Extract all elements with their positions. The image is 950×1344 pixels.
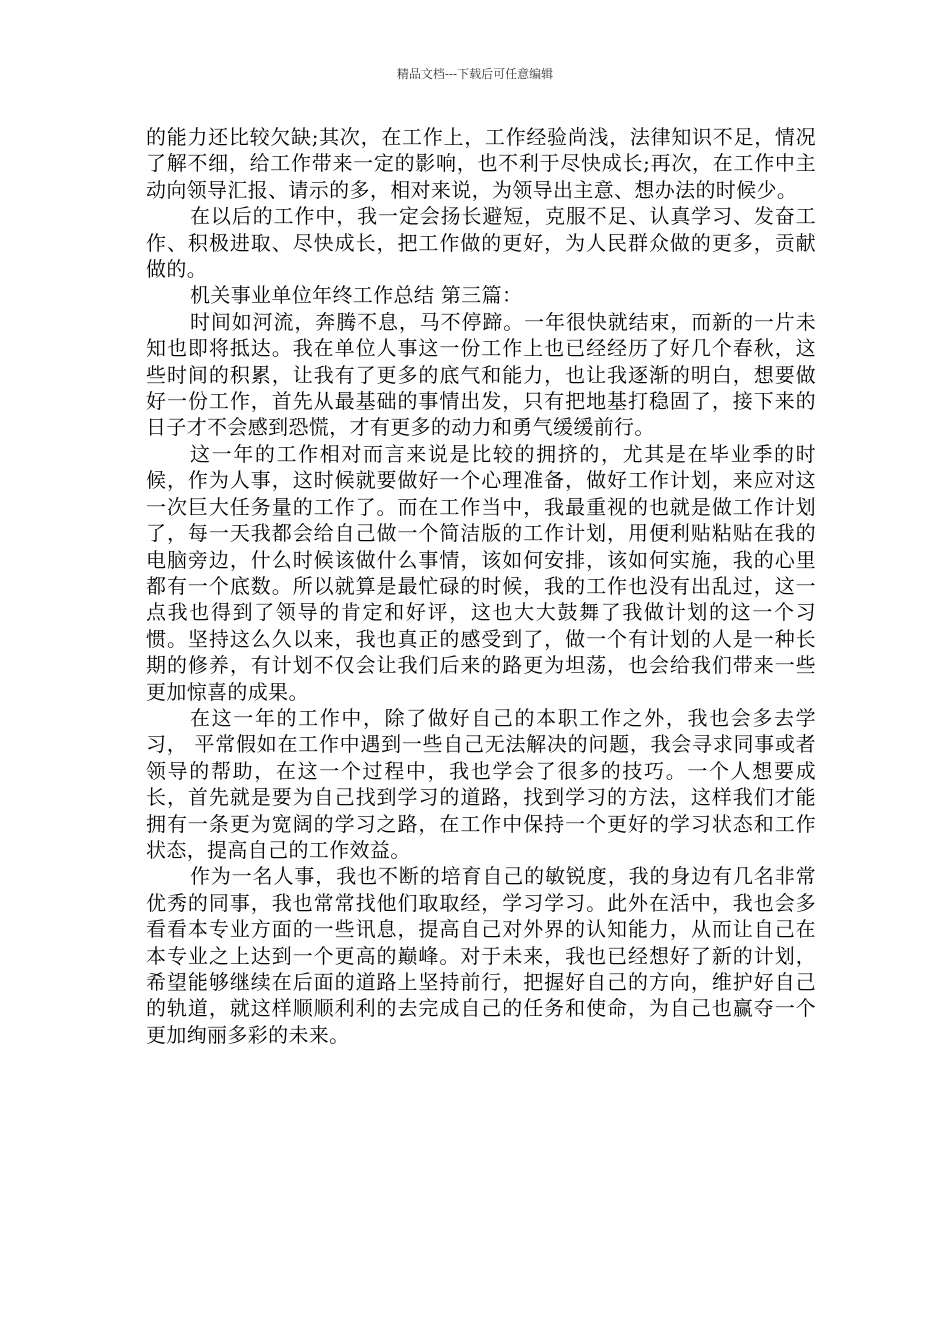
paragraph: 的能力还比较欠缺;其次，在工作上，工作经验尚浅，法律知识不足，情况了解不细，给工作带来一定的影响，也不利于尽快成长;再次，在工作中主动向领导汇报、请示的多，相对来说，为领导出主意、想办法的时候少。	[146, 125, 816, 202]
section-heading: 机关事业单位年终工作总结 第三篇：	[190, 283, 523, 308]
document-body	[146, 124, 816, 1048]
paragraph: 在这一年的工作中，除了做好自己的本职工作之外，我也会多去学习， 平常假如在工作中遇到一些自己无法解决的问题，我会寻求同事或者领导的帮助，在这一个过程中，我也学会了很多的技巧。一个人想要成长，首先就是要为自己找到学习的道路，找到学习的方法，这样我们才能拥有一条更为宽阔的学习之路，在工作中保持一个更好的学习状态和工作状态，提高自己的工作效益。	[146, 705, 816, 862]
page-header: 精品文档---下载后可任意编辑	[396, 67, 554, 81]
paragraph: 这一年的工作相对而言来说是比较的拥挤的，尤其是在毕业季的时候，作为人事，这时候就要做好一个心理准备，做好工作计划，来应对这一次巨大任务量的工作了。而在工作当中，我最重视的也就是做工作计划了，每一天我都会给自己做一个简洁版的工作计划，用便利贴粘贴在我的电脑旁边，什么时候该做什么事情，该如何安排，该如何实施，我的心里都有一个底数。所以就算是最忙碌的时候，我的工作也没有出乱过，这一点我也得到了领导的肯定和好评，这也大大鼓舞了我做计划的这一个习惯。坚持这么久以来，我也真正的感受到了，做一个有计划的人是一种长期的修养，有计划不仅会让我们后来的路更为坦荡，也会给我们带来一些更加惊喜的成果。	[146, 441, 816, 704]
paragraph: 时间如河流，奔腾不息，马不停蹄。一年很快就结束，而新的一片未知也即将抵达。我在单位人事这一份工作上也已经经历了好几个春秋，这些时间的积累，让我有了更多的底气和能力，也让我逐渐的明白，想要做好一份工作，首先从最基础的事情出发，只有把地基打稳固了，接下来的日子才不会感到恐慌，才有更多的动力和勇气缓缓前行。	[146, 309, 816, 440]
paragraph: 作为一名人事，我也不断的培育自己的敏锐度，我的身边有几名非常优秀的同事，我也常常找他们取取经，学习学习。此外在活中，我也会多看看本专业方面的一些讯息，提高自己对外界的认知能力，从而让自己在本专业之上达到一个更高的巅峰。对于未来，我也已经想好了新的计划，希望能够继续在后面的道路上坚持前行，把握好自己的方向，维护好自己的轨道，就这样顺顺利利的去完成自己的任务和使命，为自己也赢夺一个更加绚丽多彩的未来。	[146, 864, 816, 1047]
paragraph: 在以后的工作中，我一定会扬长避短，克服不足、认真学习、发奋工作、积极进取、尽快成长，把工作做的更好，为人民群众做的更多，贡献做的。	[146, 204, 816, 282]
